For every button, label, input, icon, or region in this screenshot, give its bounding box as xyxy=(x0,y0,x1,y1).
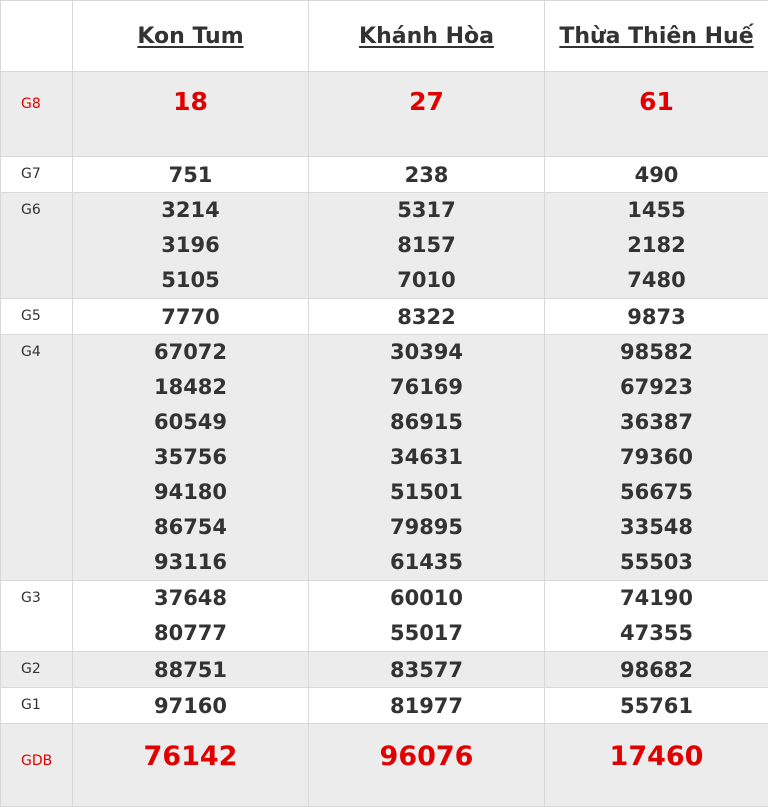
prize-cell xyxy=(545,581,768,652)
prize-row-g5 xyxy=(1,299,768,335)
prize-number: 7480 xyxy=(545,263,768,298)
prize-number: 94180 xyxy=(73,475,308,510)
prize-number: 751 xyxy=(73,157,308,192)
prize-number: 2182 xyxy=(545,228,768,263)
prize-number: 490 xyxy=(545,157,768,192)
prize-label: G8 xyxy=(1,72,73,157)
prize-number: 55503 xyxy=(545,545,768,580)
prize-cell xyxy=(73,299,309,335)
prize-cell xyxy=(309,724,545,807)
corner-cell xyxy=(1,1,73,72)
prize-number: 86754 xyxy=(73,510,308,545)
prize-number: 33548 xyxy=(545,510,768,545)
prize-cell xyxy=(73,652,309,688)
prize-number: 93116 xyxy=(73,545,308,580)
prize-cell xyxy=(309,72,545,157)
prize-number: 3196 xyxy=(73,228,308,263)
prize-number: 76169 xyxy=(309,370,544,405)
prize-number: 74190 xyxy=(545,581,768,616)
prize-cell xyxy=(309,193,545,299)
province-header-khanh-hoa[interactable]: Khánh Hòa xyxy=(309,1,545,72)
prize-row-g2 xyxy=(1,652,768,688)
prize-row-g4 xyxy=(1,335,768,581)
prize-cell xyxy=(545,72,768,157)
prize-row-gdb xyxy=(1,724,768,807)
prize-label: G5 xyxy=(1,299,73,335)
prize-number: 8322 xyxy=(309,299,544,334)
prize-label: G7 xyxy=(1,157,73,193)
prize-label: G2 xyxy=(1,652,73,688)
prize-cell xyxy=(73,193,309,299)
prize-cell xyxy=(309,299,545,335)
prize-cell xyxy=(309,688,545,724)
prize-cell xyxy=(545,299,768,335)
prize-cell xyxy=(73,724,309,807)
prize-cell xyxy=(545,157,768,193)
prize-number: 5317 xyxy=(309,193,544,228)
prize-number: 18 xyxy=(73,72,308,132)
prize-number: 36387 xyxy=(545,405,768,440)
prize-cell xyxy=(73,581,309,652)
prize-number: 1455 xyxy=(545,193,768,228)
header-row xyxy=(1,1,768,72)
prize-number: 30394 xyxy=(309,335,544,370)
province-header-kon-tum[interactable]: Kon Tum xyxy=(73,1,309,72)
prize-number: 83577 xyxy=(309,652,544,687)
prize-number: 76142 xyxy=(73,724,308,777)
prize-row-g1 xyxy=(1,688,768,724)
prize-cell xyxy=(545,335,768,581)
prize-label: G4 xyxy=(1,335,73,581)
prize-cell xyxy=(545,688,768,724)
prize-number: 86915 xyxy=(309,405,544,440)
prize-number: 9873 xyxy=(545,299,768,334)
prize-number: 56675 xyxy=(545,475,768,510)
prize-number: 34631 xyxy=(309,440,544,475)
prize-number: 80777 xyxy=(73,616,308,651)
prize-label: G3 xyxy=(1,581,73,652)
prize-number: 98682 xyxy=(545,652,768,687)
prize-number: 27 xyxy=(309,72,544,132)
prize-cell xyxy=(73,335,309,581)
prize-number: 88751 xyxy=(73,652,308,687)
prize-cell xyxy=(309,335,545,581)
prize-cell xyxy=(545,193,768,299)
prize-cell xyxy=(73,157,309,193)
prize-label: G1 xyxy=(1,688,73,724)
prize-number: 97160 xyxy=(73,688,308,723)
prize-number: 17460 xyxy=(545,724,768,777)
prize-cell xyxy=(73,72,309,157)
prize-number: 79360 xyxy=(545,440,768,475)
prize-cell xyxy=(309,581,545,652)
prize-number: 5105 xyxy=(73,263,308,298)
prize-number: 8157 xyxy=(309,228,544,263)
prize-cell xyxy=(545,652,768,688)
prize-number: 61435 xyxy=(309,545,544,580)
prize-number: 55017 xyxy=(309,616,544,651)
prize-row-g3 xyxy=(1,581,768,652)
prize-cell xyxy=(309,652,545,688)
prize-number: 7770 xyxy=(73,299,308,334)
prize-number: 81977 xyxy=(309,688,544,723)
prize-cell xyxy=(545,724,768,807)
prize-cell xyxy=(73,688,309,724)
prize-label: G6 xyxy=(1,193,73,299)
prize-row-g6 xyxy=(1,193,768,299)
prize-number: 61 xyxy=(545,72,768,132)
prize-number: 37648 xyxy=(73,581,308,616)
prize-number: 47355 xyxy=(545,616,768,651)
prize-number: 238 xyxy=(309,157,544,192)
prize-number: 96076 xyxy=(309,724,544,777)
prize-number: 18482 xyxy=(73,370,308,405)
prize-row-g8 xyxy=(1,72,768,157)
province-header-thua-thien-hue[interactable]: Thừa Thiên Huế xyxy=(545,1,768,72)
prize-number: 67923 xyxy=(545,370,768,405)
prize-number: 3214 xyxy=(73,193,308,228)
prize-number: 60010 xyxy=(309,581,544,616)
prize-number: 98582 xyxy=(545,335,768,370)
prize-number: 35756 xyxy=(73,440,308,475)
prize-label: GDB xyxy=(1,724,73,807)
prize-number: 67072 xyxy=(73,335,308,370)
prize-row-g7 xyxy=(1,157,768,193)
prize-number: 55761 xyxy=(545,688,768,723)
prize-number: 60549 xyxy=(73,405,308,440)
prize-number: 51501 xyxy=(309,475,544,510)
prize-cell xyxy=(309,157,545,193)
prize-number: 79895 xyxy=(309,510,544,545)
prize-number: 7010 xyxy=(309,263,544,298)
